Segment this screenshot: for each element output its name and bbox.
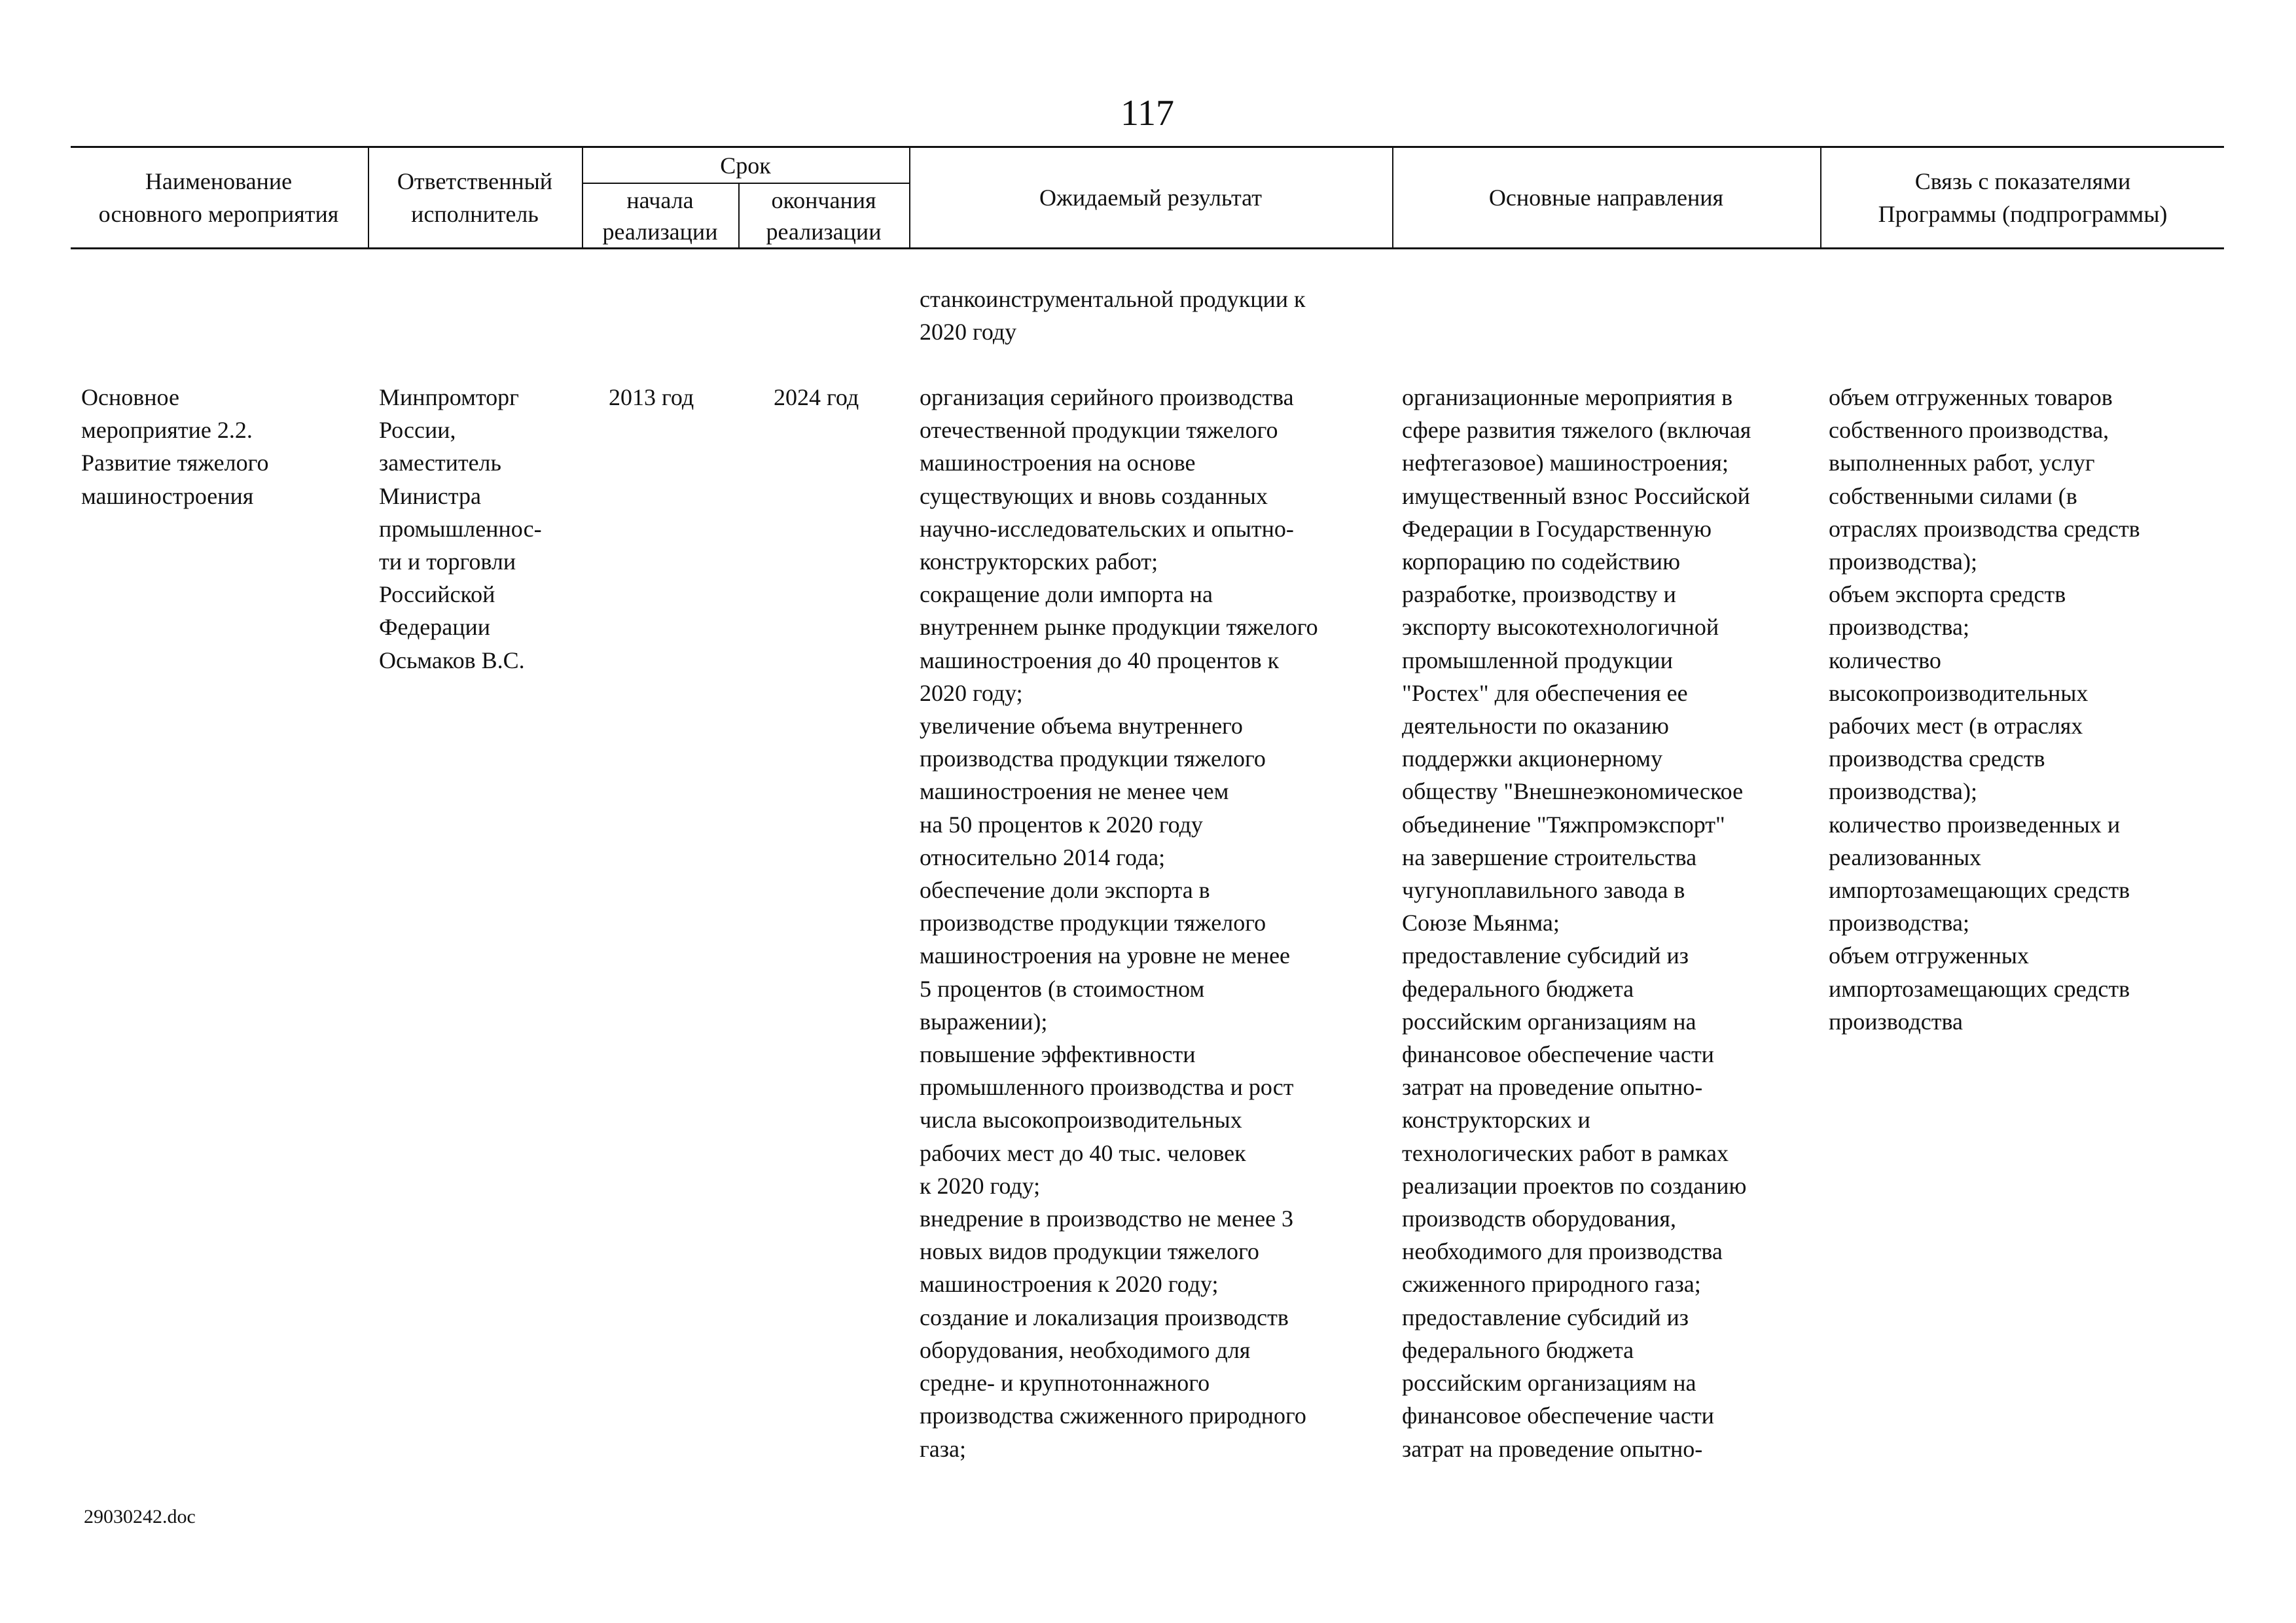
- end-year: 2024 год: [774, 384, 859, 410]
- document-id: 29030242.doc: [84, 1506, 196, 1527]
- continuation-result-text: станкоинструментальной продукции к 2020 году: [920, 286, 1306, 346]
- table-header-bottom-rule: [71, 247, 2224, 249]
- executor: Минпромторг России, заместитель Министра промышленнос- ти и торговли Российской Федерации Осьмаков В.С.: [379, 384, 542, 673]
- start-year: 2013 год: [609, 384, 694, 410]
- expected-result: организация серийного производства отечественной продукции тяжелого машиностроения на основе существующих и вновь созданных научно-исследовательских и опытно- конструкторских работ; сокращение доли импорта на внутреннем рынке продукции тяжелого машиностроения до 40 процентов к 2020 году; увеличение объема внутреннего производства продукции тяжелого машиностроения не менее чем на 50 процентов к 2020 году относительно 2014 года; обеспечение доли экспорта в производстве продукции тяжелого машиностроения на уровне не менее 5 процентов (в стоимостном выражении); повышение эффективности промышленного производства и рост числа высокопроизводительных рабочих мест до 40 тыс. человек к 2020 году; внедрение в производство не менее 3 новых видов продукции тяжелого машиностроения к 2020 году; создание и локализация производств оборудования, необходимого для средне- и крупнотоннажного производства сжиженного природного газа;: [920, 384, 1318, 1462]
- header-executor-text: Ответственный исполнитель: [397, 168, 553, 227]
- header-directions-text: Основные направления: [1488, 185, 1724, 211]
- header-result: [910, 148, 1391, 247]
- measure-name: Основное мероприятие 2.2. Развитие тяжелого машиностроения: [81, 384, 269, 509]
- header-term-start: [583, 184, 737, 247]
- main-directions: организационные мероприятия в сфере развития тяжелого (включая нефтегазовое) машиностроения; имущественный взнос Российской Федерации в Государственную корпорацию по содействию разработке, производству и экспорту высокотехнологичной промышленной продукции "Ростех" для обеспечения ее деятельности по оказанию поддержки акционерному обществу "Внешнеэкономическое объединение "Тяжпромэкспорт" на завершение строительства чугуноплавильного завода в Союзе Мьянма; предоставление субсидий из федерального бюджета российским организациям на финансовое обеспечение части затрат на проведение опытно- конструкторских и технологических работ в рамках реализации проектов по созданию производств оборудования, необходимого для производства сжиженного природного газа; предоставление субсидий из федерального бюджета российским организациям на финансовое обеспечение части затрат на проведение опытно-: [1402, 384, 1751, 1462]
- header-executor: [369, 148, 581, 247]
- header-indicators: [1821, 148, 2224, 247]
- header-term-end: [740, 184, 908, 247]
- header-term-start-text: начала реализации: [602, 187, 718, 245]
- page-number: 117: [1121, 93, 1174, 134]
- header-directions: [1393, 148, 1819, 247]
- header-term: [583, 148, 908, 183]
- program-indicators: объем отгруженных товаров собственного производства, выполненных работ, услуг собственными силами (в отраслях производства средств производства); объем экспорта средств производства; количество высокопроизводительных рабочих мест (в отраслях производства средств производства); количество произведенных и реализованных импортозамещающих средств производства; объем отгруженных импортозамещающих средств производства: [1829, 384, 2140, 1035]
- header-name: [71, 148, 367, 247]
- header-indicators-text: Связь с показателями Программы (подпрограммы): [1878, 168, 2168, 227]
- header-term-end-text: окончания реализации: [766, 187, 882, 245]
- header-term-text: Срок: [720, 152, 771, 179]
- header-result-text: Ожидаемый результат: [1039, 185, 1262, 211]
- header-name-text: Наименование основного мероприятия: [98, 168, 339, 227]
